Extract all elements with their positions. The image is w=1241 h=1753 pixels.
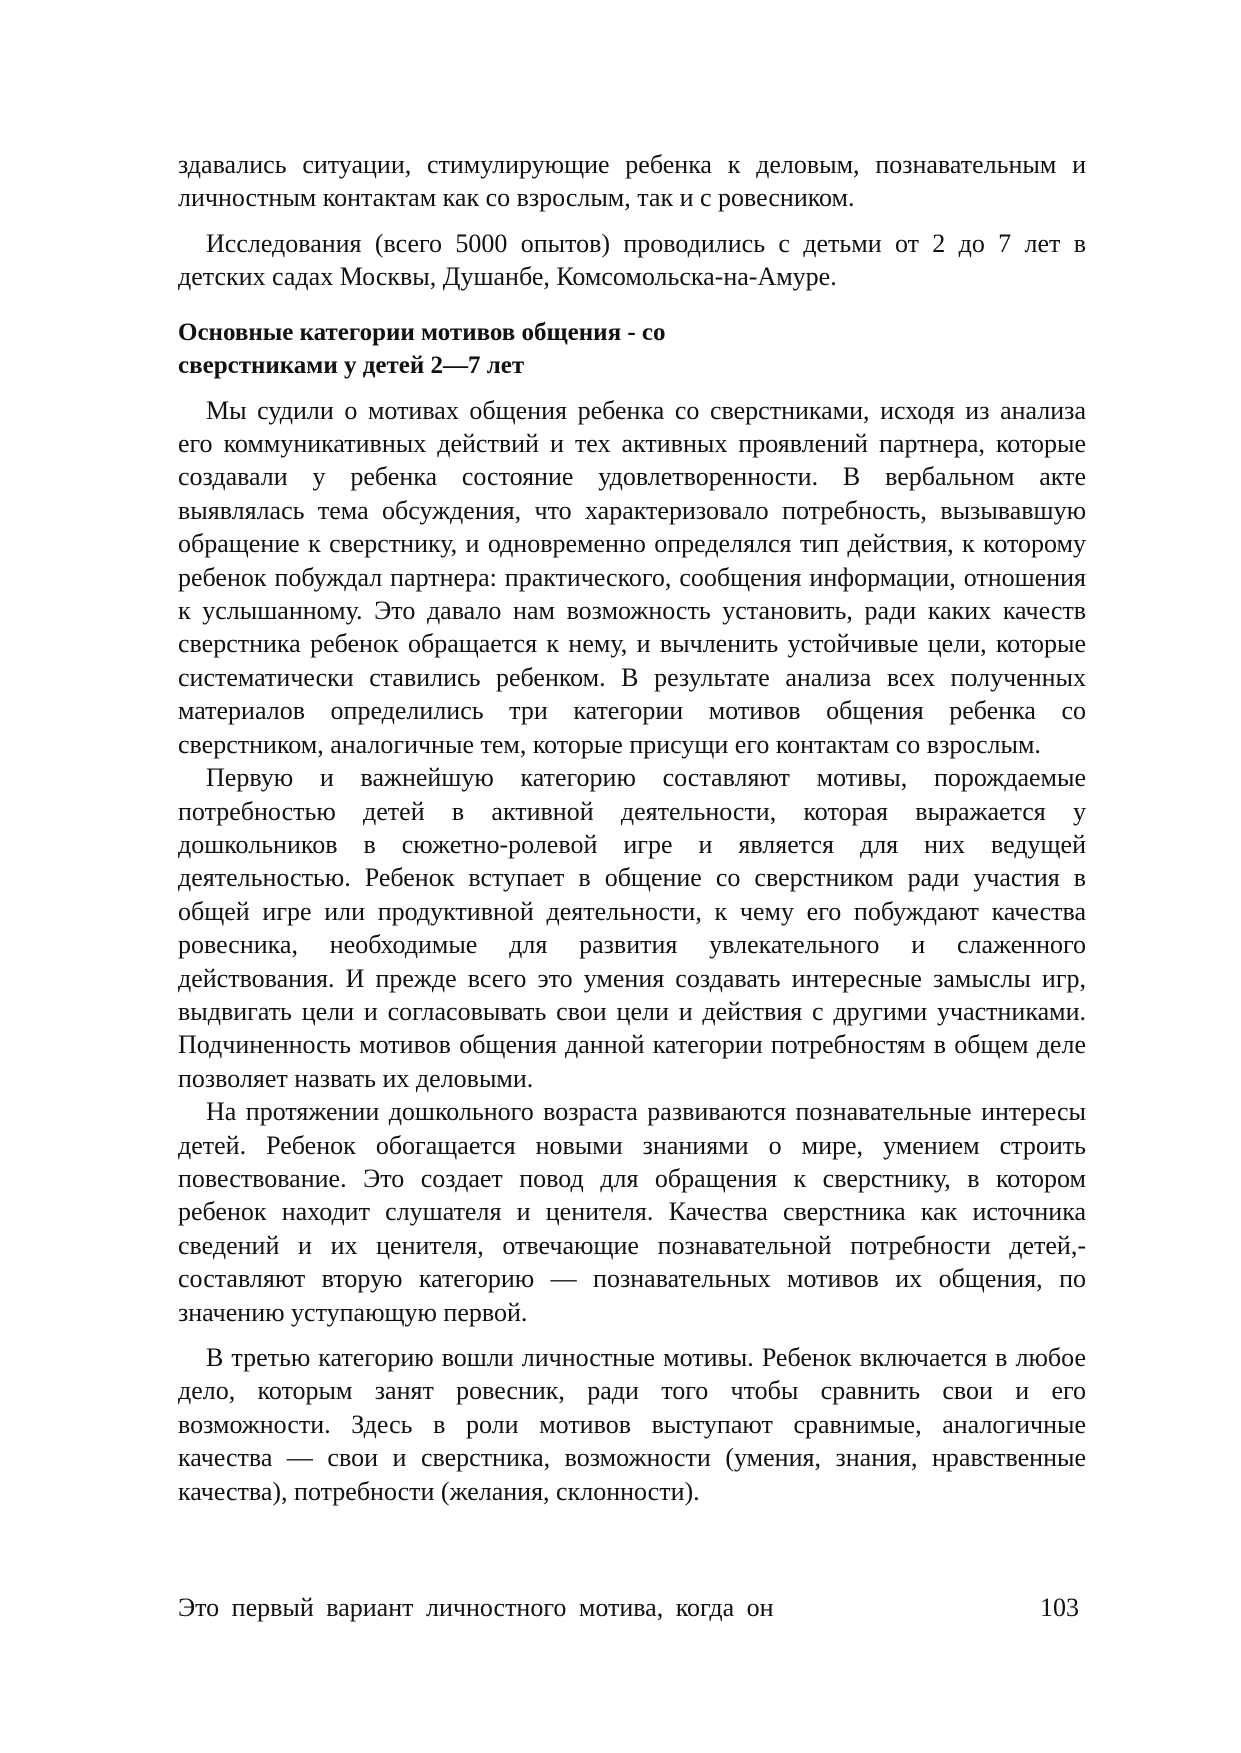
final-line-text: Это первый вариант личностного мотива, когда он [178,1593,774,1622]
section-heading-line-1: Основные категории мотивов общения - со [178,318,666,346]
paragraph-personal-motives: В третью категорию вошли личностные мотивы. Ребенок включается в любое дело, которым занят ровесник, ради того чтобы сравнить свои и его возможности. Здесь в роли мотивов выступают сравнимые, аналогичные качества — свои и сверстника, возможности (умения, знания, нравственные качества), потребности (желания, склонности). [178,1343,1086,1506]
intro-paragraph: здавались ситуации, стимулирующие ребенка к деловым, познавательным и личностным контактам как со взрослым, так и с ровесником. [178,150,1086,213]
body-text [178,148,1086,1508]
page-number: 103 [1040,1593,1079,1622]
research-paragraph: Исследования (всего 5000 опытов) проводились с детьми от 2 до 7 лет в детских садах Москвы, Душанбе, Комсомольска-на-Амуре. [178,228,1086,292]
paragraph-business-motives: Первую и важнейшую категорию составляют мотивы, порождаемые потребностью детей в активной деятельности, которая выражается у дошкольников в сюжетно-ролевой игре и является для них ведущей деятельностью. Ребенок вступает в общение со сверстником ради участия в общей игре или продуктивной деятельности, к чему его побуждают качества ровесника, необходимые для развития увлекательного и слаженного действования. И прежде всего это умения создавать интересные замыслы игр, выдвигать цели и согласовывать свои цели и действия с другими участниками. Подчиненность мотивов общения данной категории потребностям в общем деле позволяет назвать их деловыми. [178,763,1086,1093]
paragraph-cognitive-motives: На протяжении дошкольного возраста развиваются познавательные интересы детей. Ребенок обогащается новыми знаниями о мире, умением строить повествование. Это создает повод для обращения к сверстнику, в котором ребенок находит слушателя и ценителя. Качества сверстника как источника сведений и их ценителя, отвечающие познавательной потребности детей,- составляют вторую категорию — познавательных мотивов их общения, по значению уступающую первой. [178,1097,1086,1327]
paragraph-motives-analysis: Мы судили о мотивах общения ребенка со сверстниками, исходя из анализа его коммуникативных действий и тех активных проявлений партнера, которые создавали у ребенка состояние удовлетворенности. В вербальном акте выявлялась тема обсуждения, что характеризовало потребность, вызывавшую обращение к сверстнику, и одновременно определялся тип действия, к которому ребенок побуждал партнера: практического, сообщения информации, отношения к услышанному. Это давало нам возможность установить, ради каких качеств сверстника ребенок обращается к нему, и вычленить устойчивые цели, которые систематически ставились ребенком. В результате анализа всех полученных материалов определились три категории мотивов общения ребенка со сверстником, аналогичные тем, которые присущи его контактам со взрослым. [178,395,1086,759]
section-heading [178,316,738,382]
final-text-line [178,1591,1086,1624]
section-heading-line-2: сверстниками у детей 2—7 лет [178,351,525,379]
